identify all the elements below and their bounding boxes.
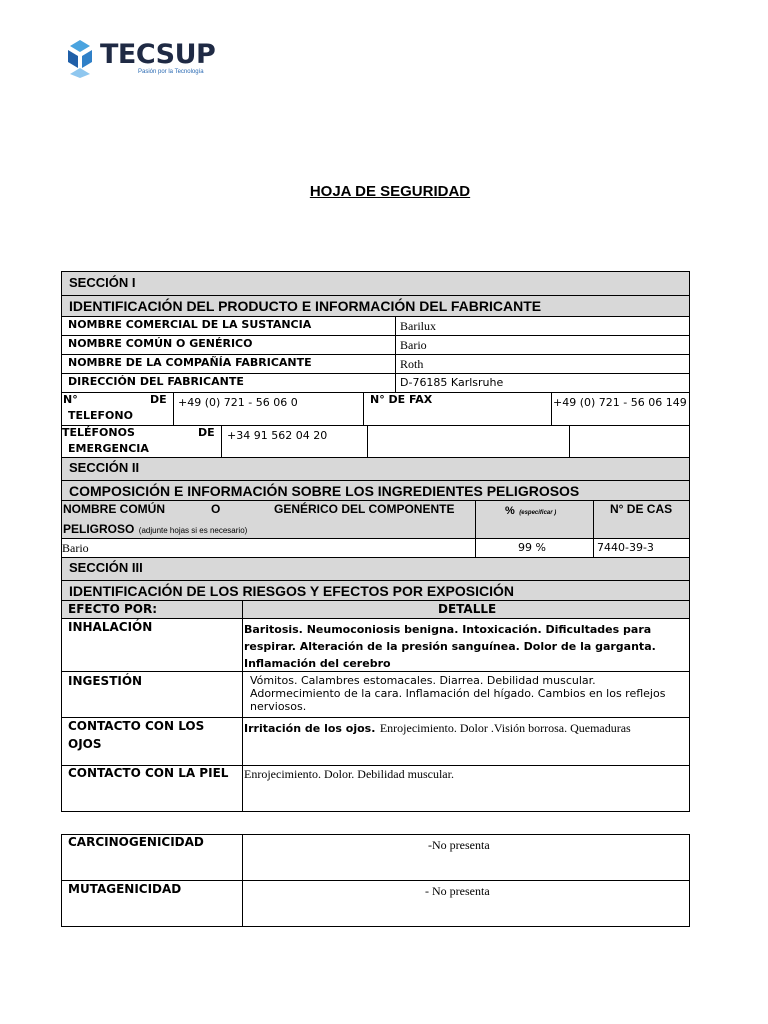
emergency-label-b: DE: [198, 426, 215, 439]
section2-heading: COMPOSICIÓN E INFORMACIÓN SOBRE LOS INGREDIENTES PELIGROSOS: [69, 483, 580, 499]
section3-label-row: [61, 557, 690, 581]
section3-heading-row: [61, 580, 690, 601]
col-cas: N° DE CAS: [610, 502, 673, 516]
address-label: DIRECCIÓN DEL FABRICANTE: [68, 375, 244, 388]
logo-mark-icon: [62, 38, 98, 78]
company-value: Roth: [400, 357, 424, 371]
section1-heading-row: [61, 295, 690, 317]
emergency-value: +34 91 562 04 20: [227, 429, 328, 442]
col-name-note: (adjunte hojas si es necesario): [138, 526, 248, 535]
page-title: HOJA DE SEGURIDAD: [309, 183, 471, 200]
inhalation-detail: Baritosis. Neumoconiosis benigna. Intoxicación. Dificultades para respirar. Alteración de la presión sanguínea. Dolor de la garganta. Inflamación del cerebro: [244, 623, 656, 670]
section1-heading: IDENTIFICACIÓN DEL PRODUCTO E INFORMACIÓN DEL FABRICANTE: [69, 298, 542, 314]
common-name-value: Bario: [400, 338, 427, 352]
col-percent-wrap: [505, 503, 556, 520]
inhalation-label: INHALACIÓN: [68, 620, 153, 634]
phone-label-c: TELEFONO: [68, 409, 133, 422]
mutagenicity-value: - No presenta: [425, 884, 490, 898]
section1-label: SECCIÓN I: [69, 275, 136, 290]
fax-label: N° DE FAX: [370, 393, 433, 406]
ingestion-label: INGESTIÓN: [68, 674, 143, 688]
emergency-label-a: TELÉFONOS: [62, 426, 135, 439]
logo-brand: TECSUP: [100, 39, 216, 70]
skin-label: CONTACTO CON LA PIEL: [68, 766, 229, 780]
component-name: Bario: [62, 541, 89, 555]
section2-label: SECCIÓN II: [69, 460, 140, 475]
col-name-c: GENÉRICO DEL COMPONENTE: [274, 502, 455, 516]
eyes-detail-bold: Irritación de los ojos.: [244, 722, 376, 735]
col-name-d-wrap: [63, 522, 247, 538]
carcinogenicity-label: CARCINOGENICIDAD: [68, 835, 204, 849]
logo-tagline: Pasión por la Tecnología: [138, 69, 204, 75]
mutagenicity-label: MUTAGENICIDAD: [68, 882, 182, 896]
col-percent: %: [505, 505, 515, 517]
common-name-label: NOMBRE COMÚN O GENÉRICO: [68, 337, 253, 350]
effect-column: EFECTO POR:: [68, 602, 157, 616]
emergency-label-c: EMERGENCIA: [68, 442, 149, 455]
col-name-a: NOMBRE COMÚN: [63, 502, 165, 516]
fax-value: +49 (0) 721 - 56 06 149: [553, 396, 687, 409]
carcinogenicity-value: -No presenta: [428, 838, 490, 852]
emergency-row: [61, 425, 690, 458]
company-label: NOMBRE DE LA COMPAÑÍA FABRICANTE: [68, 356, 312, 369]
section2-label-row: [61, 457, 690, 481]
commercial-name-value: Barilux: [400, 319, 436, 333]
commercial-name-label: NOMBRE COMERCIAL DE LA SUSTANCIA: [68, 318, 312, 331]
section3-heading: IDENTIFICACIÓN DE LOS RIESGOS Y EFECTOS POR EXPOSICIÓN: [69, 583, 514, 599]
col-percent-note: (especificar ): [519, 510, 557, 516]
component-percent: 99 %: [518, 541, 546, 554]
eyes-label-a: CONTACTO CON LOS: [68, 719, 205, 733]
section2-heading-row: [61, 480, 690, 501]
section3-label: SECCIÓN III: [69, 560, 143, 575]
skin-detail: Enrojecimiento. Dolor. Debilidad muscular.: [244, 767, 454, 781]
phone-value: +49 (0) 721 - 56 06 0: [178, 396, 298, 409]
eyes-detail-rest: Enrojecimiento. Dolor .Visión borrosa. Quemaduras: [379, 721, 631, 735]
eyes-detail: [244, 721, 631, 736]
component-row: [61, 538, 690, 558]
phone-label-b: DE: [150, 393, 167, 406]
component-cas: 7440-39-3: [597, 541, 654, 554]
eyes-label-b: OJOS: [68, 737, 102, 751]
col-name-d: PELIGROSO: [63, 522, 135, 536]
address-value: D-76185 Karlsruhe: [400, 376, 504, 389]
phone-label-a: N°: [63, 393, 78, 406]
col-name-b: O: [211, 502, 221, 516]
ingestion-detail: Vómitos. Calambres estomacales. Diarrea. Debilidad muscular. Adormecimiento de la cara. Inflamación del hígado. Cambios en los reflejos nerviosos.: [250, 674, 666, 713]
tecsup-logo: [62, 38, 216, 82]
section1-label-row: [61, 271, 690, 296]
detail-column: DETALLE: [438, 602, 497, 616]
